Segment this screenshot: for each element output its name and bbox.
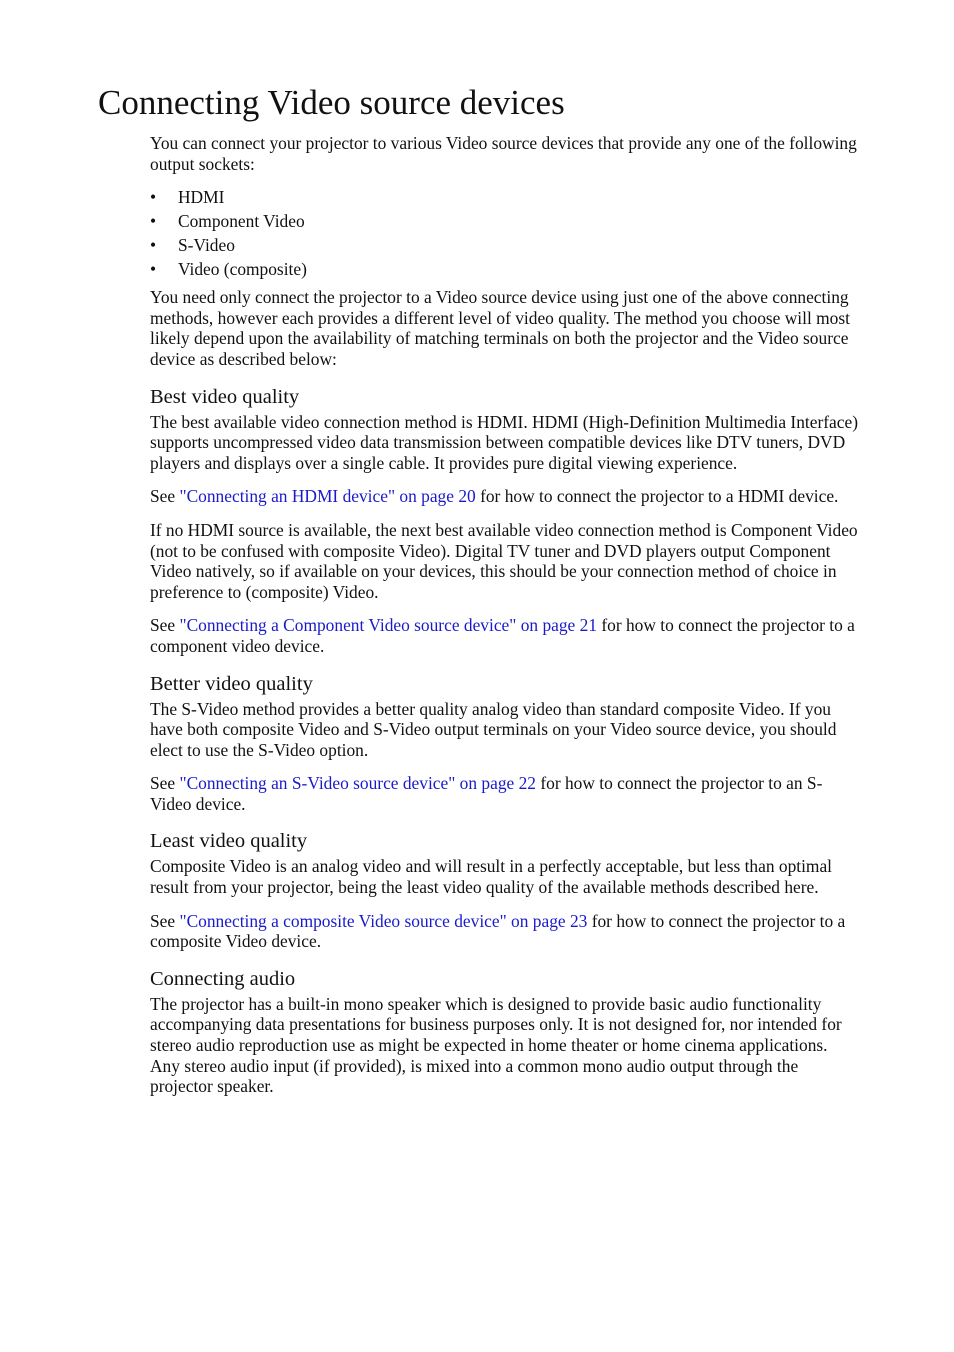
least-paragraph-1: Composite Video is an analog video and will result in a perfectly acceptable, but less than optimal result from your projector, being the least video quality of the available methods described here. bbox=[150, 856, 833, 898]
best-see-hdmi: See "Connecting an HDMI device" on page 20 for how to connect the projector to a HDMI device. bbox=[150, 486, 839, 507]
bullet-icon: • bbox=[150, 211, 157, 232]
best-paragraph-2: If no HDMI source is available, the next best available video connection method is Component Video (not to be confused with composite Video). Digital TV tuner and DVD players output Component Video natively, so if available on your devices, this should be your connection method of choice in preference to (composite) Video. bbox=[150, 519, 858, 602]
heading-connecting-audio: Connecting audio bbox=[150, 967, 296, 990]
heading-least-video-quality: Least video quality bbox=[150, 830, 308, 853]
link-component-video-device[interactable]: "Connecting a Component Video source device" on page 21 bbox=[179, 615, 598, 636]
better-see-svideo: See "Connecting an S-Video source device" on page 22 for how to connect the projector to an S-Video device. bbox=[150, 773, 823, 814]
audio-paragraph-1: The projector has a built-in mono speaker which is designed to provide basic audio functionality accompanying data presentations for business purposes only. It is not designed for, nor intended for stereo audio reproduction use as might be expected in home theater or home cinema applications. Any stereo audio input (if provided), is mixed into a common mono audio output through the projector speaker. bbox=[150, 993, 842, 1097]
link-hdmi-device[interactable]: "Connecting an HDMI device" on page 20 bbox=[179, 486, 476, 507]
list-item: • HDMI bbox=[150, 187, 225, 208]
page-title: Connecting Video source devices bbox=[98, 83, 565, 122]
after-list-paragraph: You need only connect the projector to a Video source device using just one of the above connecting methods, however each provides a different level of video quality. The method you choose will most likely depend upon the availability of matching terminals on both the projector and the Video source device as described below: bbox=[150, 287, 850, 369]
list-item: • Video (composite) bbox=[150, 259, 307, 280]
body-content bbox=[150, 133, 860, 1097]
least-see-composite: See "Connecting a composite Video source device" on page 23 for how to connect the projector to a composite Video device. bbox=[150, 910, 846, 952]
socket-list bbox=[150, 187, 860, 283]
best-paragraph-1: The best available video connection method is HDMI. HDMI (High-Definition Multimedia Interface) supports uncompressed video data transmission between compatible devices like DTV tuners, DVD players and displays over a single cable. It provides pure digital viewing experience. bbox=[150, 411, 858, 473]
bullet-icon: • bbox=[150, 235, 157, 256]
bullet-icon: • bbox=[150, 259, 157, 280]
list-item: • Component Video bbox=[150, 211, 305, 232]
intro-paragraph: You can connect your projector to various Video source devices that provide any one of the following output sockets: bbox=[150, 133, 857, 174]
heading-better-video-quality: Better video quality bbox=[150, 672, 313, 695]
heading-best-video-quality: Best video quality bbox=[150, 385, 300, 408]
better-paragraph-1: The S-Video method provides a better quality analog video than standard composite Video. If you have both composite Video and S-Video output terminals on your Video source device, you should elect to use the S-Video option. bbox=[150, 698, 837, 760]
link-svideo-device[interactable]: "Connecting an S-Video source device" on page 22 bbox=[179, 773, 536, 794]
link-composite-video-device[interactable]: "Connecting a composite Video source device" on page 23 bbox=[179, 910, 588, 931]
list-item: • S-Video bbox=[150, 235, 235, 256]
bullet-icon: • bbox=[150, 187, 157, 208]
best-see-component: See "Connecting a Component Video source device" on page 21 for how to connect the projector to a component video device. bbox=[150, 615, 855, 656]
